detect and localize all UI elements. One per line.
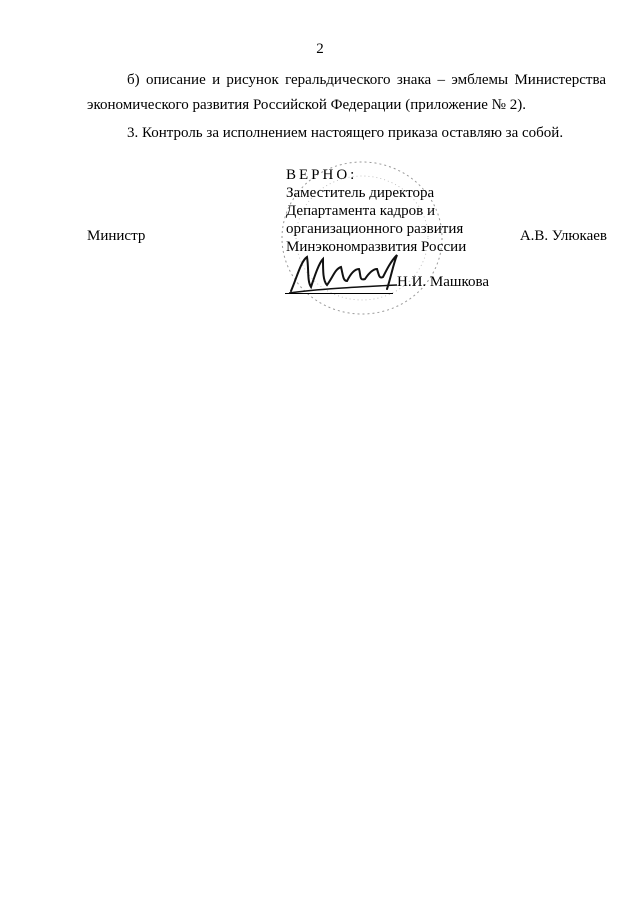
certification-block [286, 166, 466, 256]
handwritten-signature [287, 247, 407, 297]
certification-line-3: организационного развития [286, 221, 464, 237]
signer-name: Н.И. Машкова [397, 274, 490, 290]
minister-title: Министр [87, 228, 146, 244]
paragraph-b-line-1: б) описание и рисунок геральдического знака – эмблемы Министерства [127, 72, 606, 88]
signature-line [285, 293, 393, 294]
paragraph-b [87, 68, 606, 118]
certification-heading: ВЕРНО: [286, 167, 358, 183]
minister-name: А.В. Улюкаев [519, 228, 607, 244]
paragraph-b-line-2: экономического развития Российской Федерации (приложение № 2). [87, 97, 526, 113]
certification-line-4: Минэкономразвития России [286, 239, 467, 255]
paragraph-3: 3. Контроль за исполнением настоящего приказа оставляю за собой. [127, 125, 564, 141]
certification-line-1: Заместитель директора [286, 185, 435, 201]
page-number: 2 [316, 41, 324, 57]
certification-line-2: Департамента кадров и [286, 203, 435, 219]
